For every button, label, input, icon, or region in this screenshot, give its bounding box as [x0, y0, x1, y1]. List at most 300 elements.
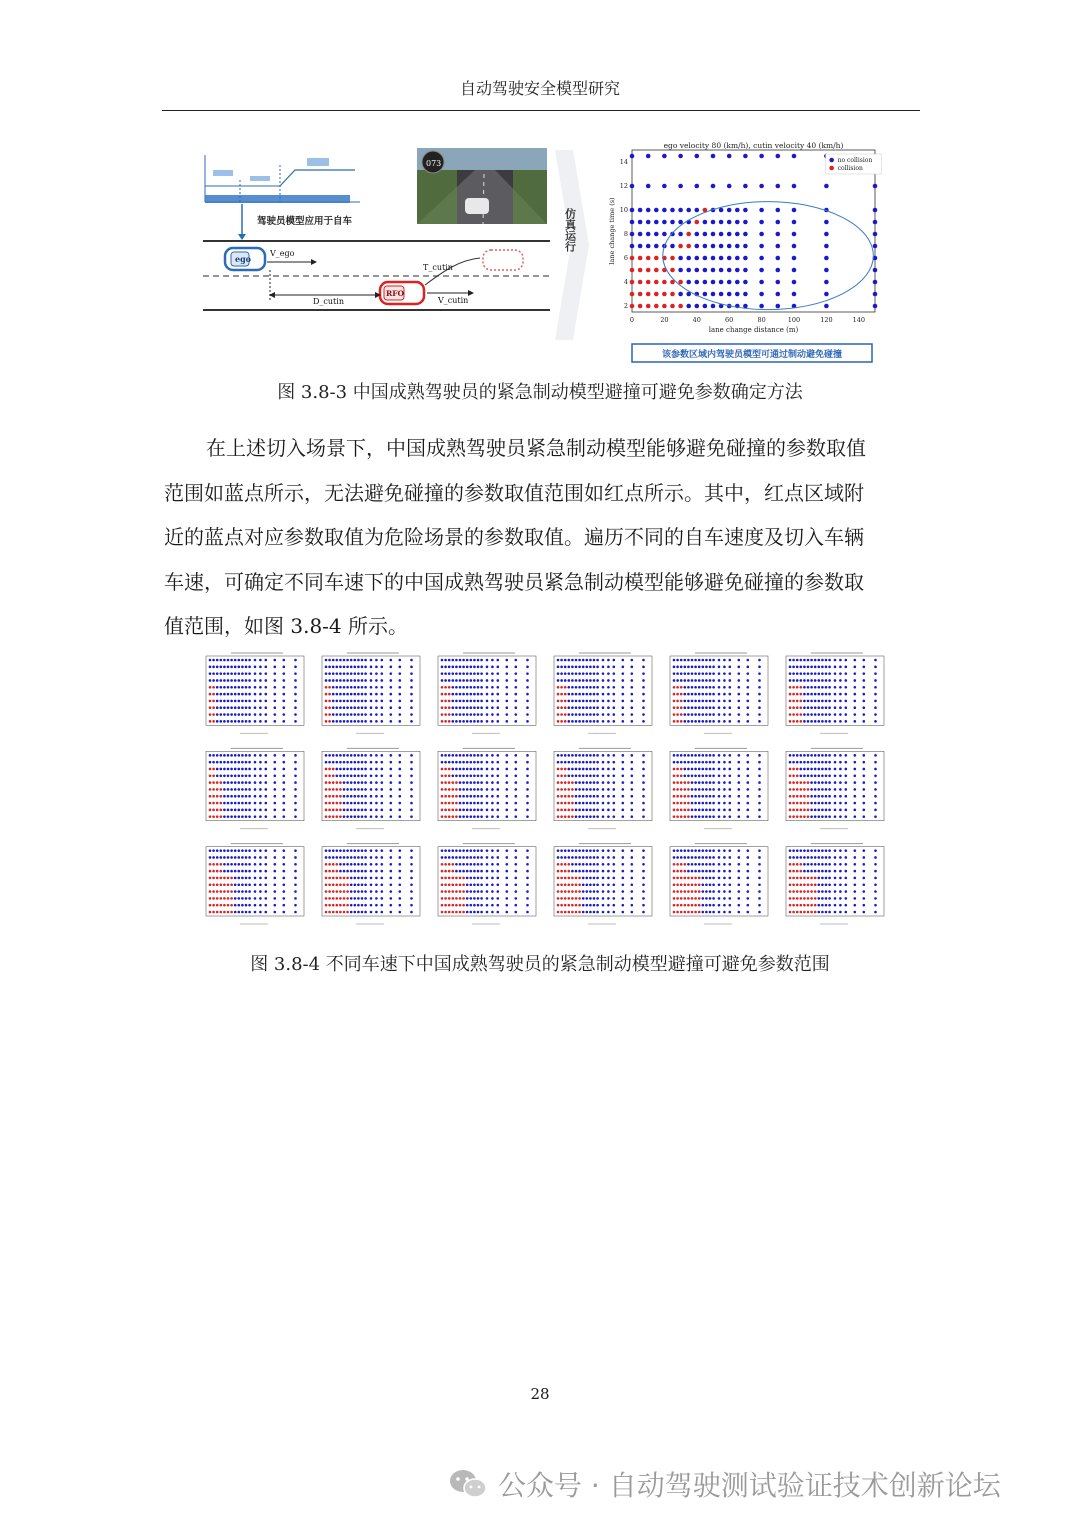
collision-point [332, 809, 335, 812]
no-collision-point [729, 720, 732, 723]
no-collision-point [381, 795, 384, 798]
no-collision-point [821, 754, 824, 757]
no-collision-point [723, 693, 726, 696]
no-collision-point [828, 713, 831, 716]
no-collision-point [810, 870, 813, 873]
no-collision-point [332, 679, 335, 682]
no-collision-point [245, 706, 248, 709]
collision-point [332, 795, 335, 798]
no-collision-point [364, 863, 367, 866]
collision-point [564, 897, 567, 900]
collision-point [557, 911, 560, 914]
no-collision-point [357, 849, 360, 852]
no-collision-point [390, 849, 393, 852]
collision-point [220, 795, 223, 798]
no-collision-point [486, 768, 489, 771]
collision-point [452, 863, 455, 866]
collision-point [557, 863, 560, 866]
no-collision-point [571, 856, 574, 859]
no-collision-point [705, 809, 708, 812]
collision-point [568, 815, 571, 818]
no-collision-point [220, 659, 223, 662]
x-tick-label: 120 [820, 316, 833, 324]
no-collision-point [354, 815, 357, 818]
no-collision-point [357, 686, 360, 689]
no-collision-point [818, 672, 821, 675]
no-collision-point [381, 904, 384, 907]
no-collision-point [747, 693, 750, 696]
collision-point [441, 911, 444, 914]
no-collision-point [390, 890, 393, 893]
collision-point [800, 713, 803, 716]
no-collision-point [723, 890, 726, 893]
collision-point [441, 700, 444, 703]
collision-point [209, 809, 212, 812]
collision-point [807, 802, 810, 805]
no-collision-point [455, 856, 458, 859]
no-collision-point [789, 666, 792, 669]
collision-point [807, 890, 810, 893]
x-tick-label: 0 [629, 316, 635, 324]
no-collision-point [230, 754, 233, 757]
collision-point [800, 693, 803, 696]
no-collision-point [825, 679, 828, 682]
no-collision-point [747, 672, 750, 675]
collision-point [212, 863, 215, 866]
no-collision-point [375, 754, 378, 757]
no-collision-point [216, 849, 219, 852]
collision-point [332, 768, 335, 771]
no-collision-point [470, 700, 473, 703]
no-collision-point [810, 802, 813, 805]
no-collision-point [874, 849, 877, 852]
no-collision-point [557, 754, 560, 757]
no-collision-point [818, 706, 821, 709]
no-collision-point [758, 666, 761, 669]
no-collision-point [631, 700, 634, 703]
no-collision-point [410, 815, 413, 818]
collision-point [796, 863, 799, 866]
svg-text:V_ego: V_ego [270, 249, 295, 258]
no-collision-point [800, 856, 803, 859]
no-collision-point [399, 849, 402, 852]
no-collision-point [283, 754, 286, 757]
no-collision-point [607, 809, 610, 812]
collision-point [698, 890, 701, 893]
collision-point [646, 268, 651, 273]
no-collision-point [254, 890, 257, 893]
collision-point [814, 904, 817, 907]
collision-point [216, 904, 219, 907]
collision-point [227, 911, 230, 914]
collision-point [223, 877, 226, 880]
no-collision-point [738, 849, 741, 852]
collision-point [807, 883, 810, 886]
no-collision-point [680, 659, 683, 662]
no-collision-point [680, 679, 683, 682]
no-collision-point [245, 883, 248, 886]
no-collision-point [593, 659, 596, 662]
no-collision-point [613, 666, 616, 669]
no-collision-point [477, 815, 480, 818]
no-collision-point [354, 686, 357, 689]
no-collision-point [631, 672, 634, 675]
no-collision-point [874, 706, 877, 709]
no-collision-point [810, 672, 813, 675]
no-collision-point [863, 856, 866, 859]
collision-point [789, 768, 792, 771]
no-collision-point [712, 686, 715, 689]
no-collision-point [238, 911, 241, 914]
no-collision-point [455, 713, 458, 716]
no-collision-point [759, 304, 764, 309]
no-collision-point [350, 849, 353, 852]
no-collision-point [712, 856, 715, 859]
no-collision-point [216, 754, 219, 757]
no-collision-point [596, 686, 599, 689]
legend-label: collision [837, 165, 863, 172]
no-collision-point [828, 774, 831, 777]
collision-point [684, 788, 687, 791]
no-collision-point [687, 659, 690, 662]
mini-chart [206, 653, 304, 733]
no-collision-point [845, 788, 848, 791]
collision-point [676, 802, 679, 805]
no-collision-point [631, 713, 634, 716]
no-collision-point [810, 754, 813, 757]
no-collision-point [602, 802, 605, 805]
no-collision-point [350, 700, 353, 703]
no-collision-point [497, 720, 500, 723]
no-collision-point [613, 754, 616, 757]
no-collision-point [814, 700, 817, 703]
no-collision-point [709, 686, 712, 689]
collision-point [662, 292, 667, 297]
no-collision-point [792, 761, 795, 764]
no-collision-point [684, 856, 687, 859]
collision-point [571, 911, 574, 914]
no-collision-point [283, 761, 286, 764]
no-collision-point [410, 795, 413, 798]
no-collision-point [227, 693, 230, 696]
no-collision-point [444, 672, 447, 675]
no-collision-point [854, 849, 857, 852]
no-collision-point [712, 788, 715, 791]
no-collision-point [729, 897, 732, 900]
collision-point [557, 768, 560, 771]
no-collision-point [343, 856, 346, 859]
no-collision-point [613, 809, 616, 812]
no-collision-point [466, 870, 469, 873]
no-collision-point [557, 761, 560, 764]
no-collision-point [863, 815, 866, 818]
no-collision-point [470, 890, 473, 893]
no-collision-point [684, 686, 687, 689]
no-collision-point [354, 713, 357, 716]
collision-point [332, 870, 335, 873]
no-collision-point [390, 856, 393, 859]
collision-point [209, 781, 212, 784]
no-collision-point [339, 666, 342, 669]
no-collision-point [821, 883, 824, 886]
no-collision-point [642, 774, 645, 777]
no-collision-point [506, 809, 509, 812]
collision-point [328, 686, 331, 689]
no-collision-point [854, 686, 857, 689]
no-collision-point [718, 781, 721, 784]
no-collision-point [390, 679, 393, 682]
no-collision-point [477, 849, 480, 852]
no-collision-point [223, 693, 226, 696]
collision-point [448, 863, 451, 866]
no-collision-point [241, 679, 244, 682]
no-collision-point [758, 768, 761, 771]
no-collision-point [357, 897, 360, 900]
collision-point [339, 897, 342, 900]
collision-point [814, 897, 817, 900]
no-collision-point [497, 672, 500, 675]
no-collision-point [839, 856, 842, 859]
no-collision-point [589, 774, 592, 777]
collision-point [800, 795, 803, 798]
no-collision-point [578, 849, 581, 852]
no-collision-point [283, 870, 286, 873]
collision-point [646, 304, 651, 309]
no-collision-point [758, 706, 761, 709]
no-collision-point [747, 679, 750, 682]
no-collision-point [789, 761, 792, 764]
no-collision-point [758, 693, 761, 696]
no-collision-point [818, 720, 821, 723]
collision-point [455, 883, 458, 886]
no-collision-point [821, 659, 824, 662]
no-collision-point [473, 761, 476, 764]
no-collision-point [571, 720, 574, 723]
no-collision-point [873, 208, 878, 213]
no-collision-point [216, 713, 219, 716]
no-collision-point [497, 693, 500, 696]
collision-point [687, 781, 690, 784]
no-collision-point [375, 890, 378, 893]
no-collision-point [381, 666, 384, 669]
no-collision-point [582, 713, 585, 716]
no-collision-point [718, 809, 721, 812]
collision-point [684, 809, 687, 812]
no-collision-point [325, 754, 328, 757]
no-collision-point [622, 672, 625, 675]
collision-point [803, 788, 806, 791]
no-collision-point [332, 686, 335, 689]
no-collision-point [265, 754, 268, 757]
no-collision-point [803, 754, 806, 757]
no-collision-point [470, 693, 473, 696]
no-collision-point [845, 679, 848, 682]
collision-point [560, 911, 563, 914]
no-collision-point [245, 788, 248, 791]
no-collision-point [223, 720, 226, 723]
collision-point [209, 883, 212, 886]
no-collision-point [283, 883, 286, 886]
no-collision-point [631, 781, 634, 784]
collision-point [560, 883, 563, 886]
collision-point [684, 897, 687, 900]
no-collision-point [390, 897, 393, 900]
no-collision-point [526, 856, 529, 859]
no-collision-point [354, 795, 357, 798]
no-collision-point [712, 849, 715, 852]
no-collision-point [758, 802, 761, 805]
no-collision-point [497, 802, 500, 805]
no-collision-point [807, 679, 810, 682]
no-collision-point [238, 809, 241, 812]
no-collision-point [526, 863, 529, 866]
no-collision-point [578, 788, 581, 791]
no-collision-point [375, 686, 378, 689]
no-collision-point [622, 870, 625, 873]
no-collision-point [642, 904, 645, 907]
no-collision-point [336, 713, 339, 716]
no-collision-point [711, 304, 716, 309]
collision-point [325, 788, 328, 791]
no-collision-point [230, 863, 233, 866]
no-collision-point [642, 788, 645, 791]
no-collision-point [810, 693, 813, 696]
no-collision-point [738, 713, 741, 716]
no-collision-point [245, 713, 248, 716]
collision-point [328, 863, 331, 866]
collision-point [560, 774, 563, 777]
no-collision-point [723, 700, 726, 703]
no-collision-point [361, 686, 364, 689]
collision-point [686, 244, 691, 249]
collision-point [339, 802, 342, 805]
no-collision-point [631, 809, 634, 812]
collision-point [789, 815, 792, 818]
no-collision-point [227, 795, 230, 798]
collision-point [452, 781, 455, 784]
watermark [448, 1462, 1001, 1506]
no-collision-point [491, 774, 494, 777]
no-collision-point [694, 679, 697, 682]
no-collision-point [491, 897, 494, 900]
no-collision-point [586, 720, 589, 723]
collision-point [336, 890, 339, 893]
no-collision-point [506, 802, 509, 805]
no-collision-point [642, 863, 645, 866]
no-collision-point [709, 863, 712, 866]
no-collision-point [294, 877, 297, 880]
collision-point [796, 802, 799, 805]
no-collision-point [274, 890, 277, 893]
no-collision-point [834, 672, 837, 675]
no-collision-point [694, 856, 697, 859]
collision-point [230, 911, 233, 914]
no-collision-point [776, 256, 781, 261]
no-collision-point [586, 870, 589, 873]
no-collision-point [265, 761, 268, 764]
no-collision-point [575, 774, 578, 777]
no-collision-point [470, 897, 473, 900]
collision-point [800, 788, 803, 791]
no-collision-point [613, 890, 616, 893]
no-collision-point [506, 890, 509, 893]
no-collision-point [209, 666, 212, 669]
no-collision-point [694, 802, 697, 805]
no-collision-point [705, 877, 708, 880]
no-collision-point [691, 686, 694, 689]
no-collision-point [845, 815, 848, 818]
no-collision-point [792, 659, 795, 662]
no-collision-point [646, 232, 651, 237]
no-collision-point [230, 706, 233, 709]
no-collision-point [729, 768, 732, 771]
collision-point [680, 768, 683, 771]
collision-point [673, 863, 676, 866]
collision-point [673, 870, 676, 873]
collision-point [325, 863, 328, 866]
no-collision-point [220, 720, 223, 723]
no-collision-point [705, 795, 708, 798]
no-collision-point [589, 720, 592, 723]
no-collision-point [723, 679, 726, 682]
no-collision-point [863, 809, 866, 812]
no-collision-point [470, 679, 473, 682]
no-collision-point [375, 693, 378, 696]
no-collision-point [709, 672, 712, 675]
no-collision-point [586, 815, 589, 818]
no-collision-point [491, 659, 494, 662]
collision-point [444, 809, 447, 812]
no-collision-point [638, 232, 643, 237]
no-collision-point [854, 706, 857, 709]
no-collision-point [480, 883, 483, 886]
collision-point [332, 890, 335, 893]
no-collision-point [350, 809, 353, 812]
no-collision-point [486, 849, 489, 852]
no-collision-point [743, 208, 748, 213]
no-collision-point [480, 774, 483, 777]
collision-point [212, 883, 215, 886]
no-collision-point [810, 679, 813, 682]
no-collision-point [695, 268, 700, 273]
collision-point [223, 904, 226, 907]
no-collision-point [729, 863, 732, 866]
no-collision-point [459, 870, 462, 873]
no-collision-point [792, 232, 797, 237]
no-collision-point [370, 809, 373, 812]
collision-point [803, 897, 806, 900]
no-collision-point [441, 856, 444, 859]
no-collision-point [818, 795, 821, 798]
no-collision-point [477, 713, 480, 716]
no-collision-point [818, 774, 821, 777]
no-collision-point [254, 809, 257, 812]
no-collision-point [718, 686, 721, 689]
no-collision-point [863, 788, 866, 791]
no-collision-point [702, 904, 705, 907]
collision-point [676, 788, 679, 791]
no-collision-point [792, 184, 797, 189]
collision-point [662, 280, 667, 285]
no-collision-point [381, 856, 384, 859]
no-collision-point [718, 904, 721, 907]
no-collision-point [607, 768, 610, 771]
mini-chart [670, 748, 768, 828]
collision-point [684, 890, 687, 893]
no-collision-point [622, 781, 625, 784]
no-collision-point [399, 713, 402, 716]
no-collision-point [586, 904, 589, 907]
